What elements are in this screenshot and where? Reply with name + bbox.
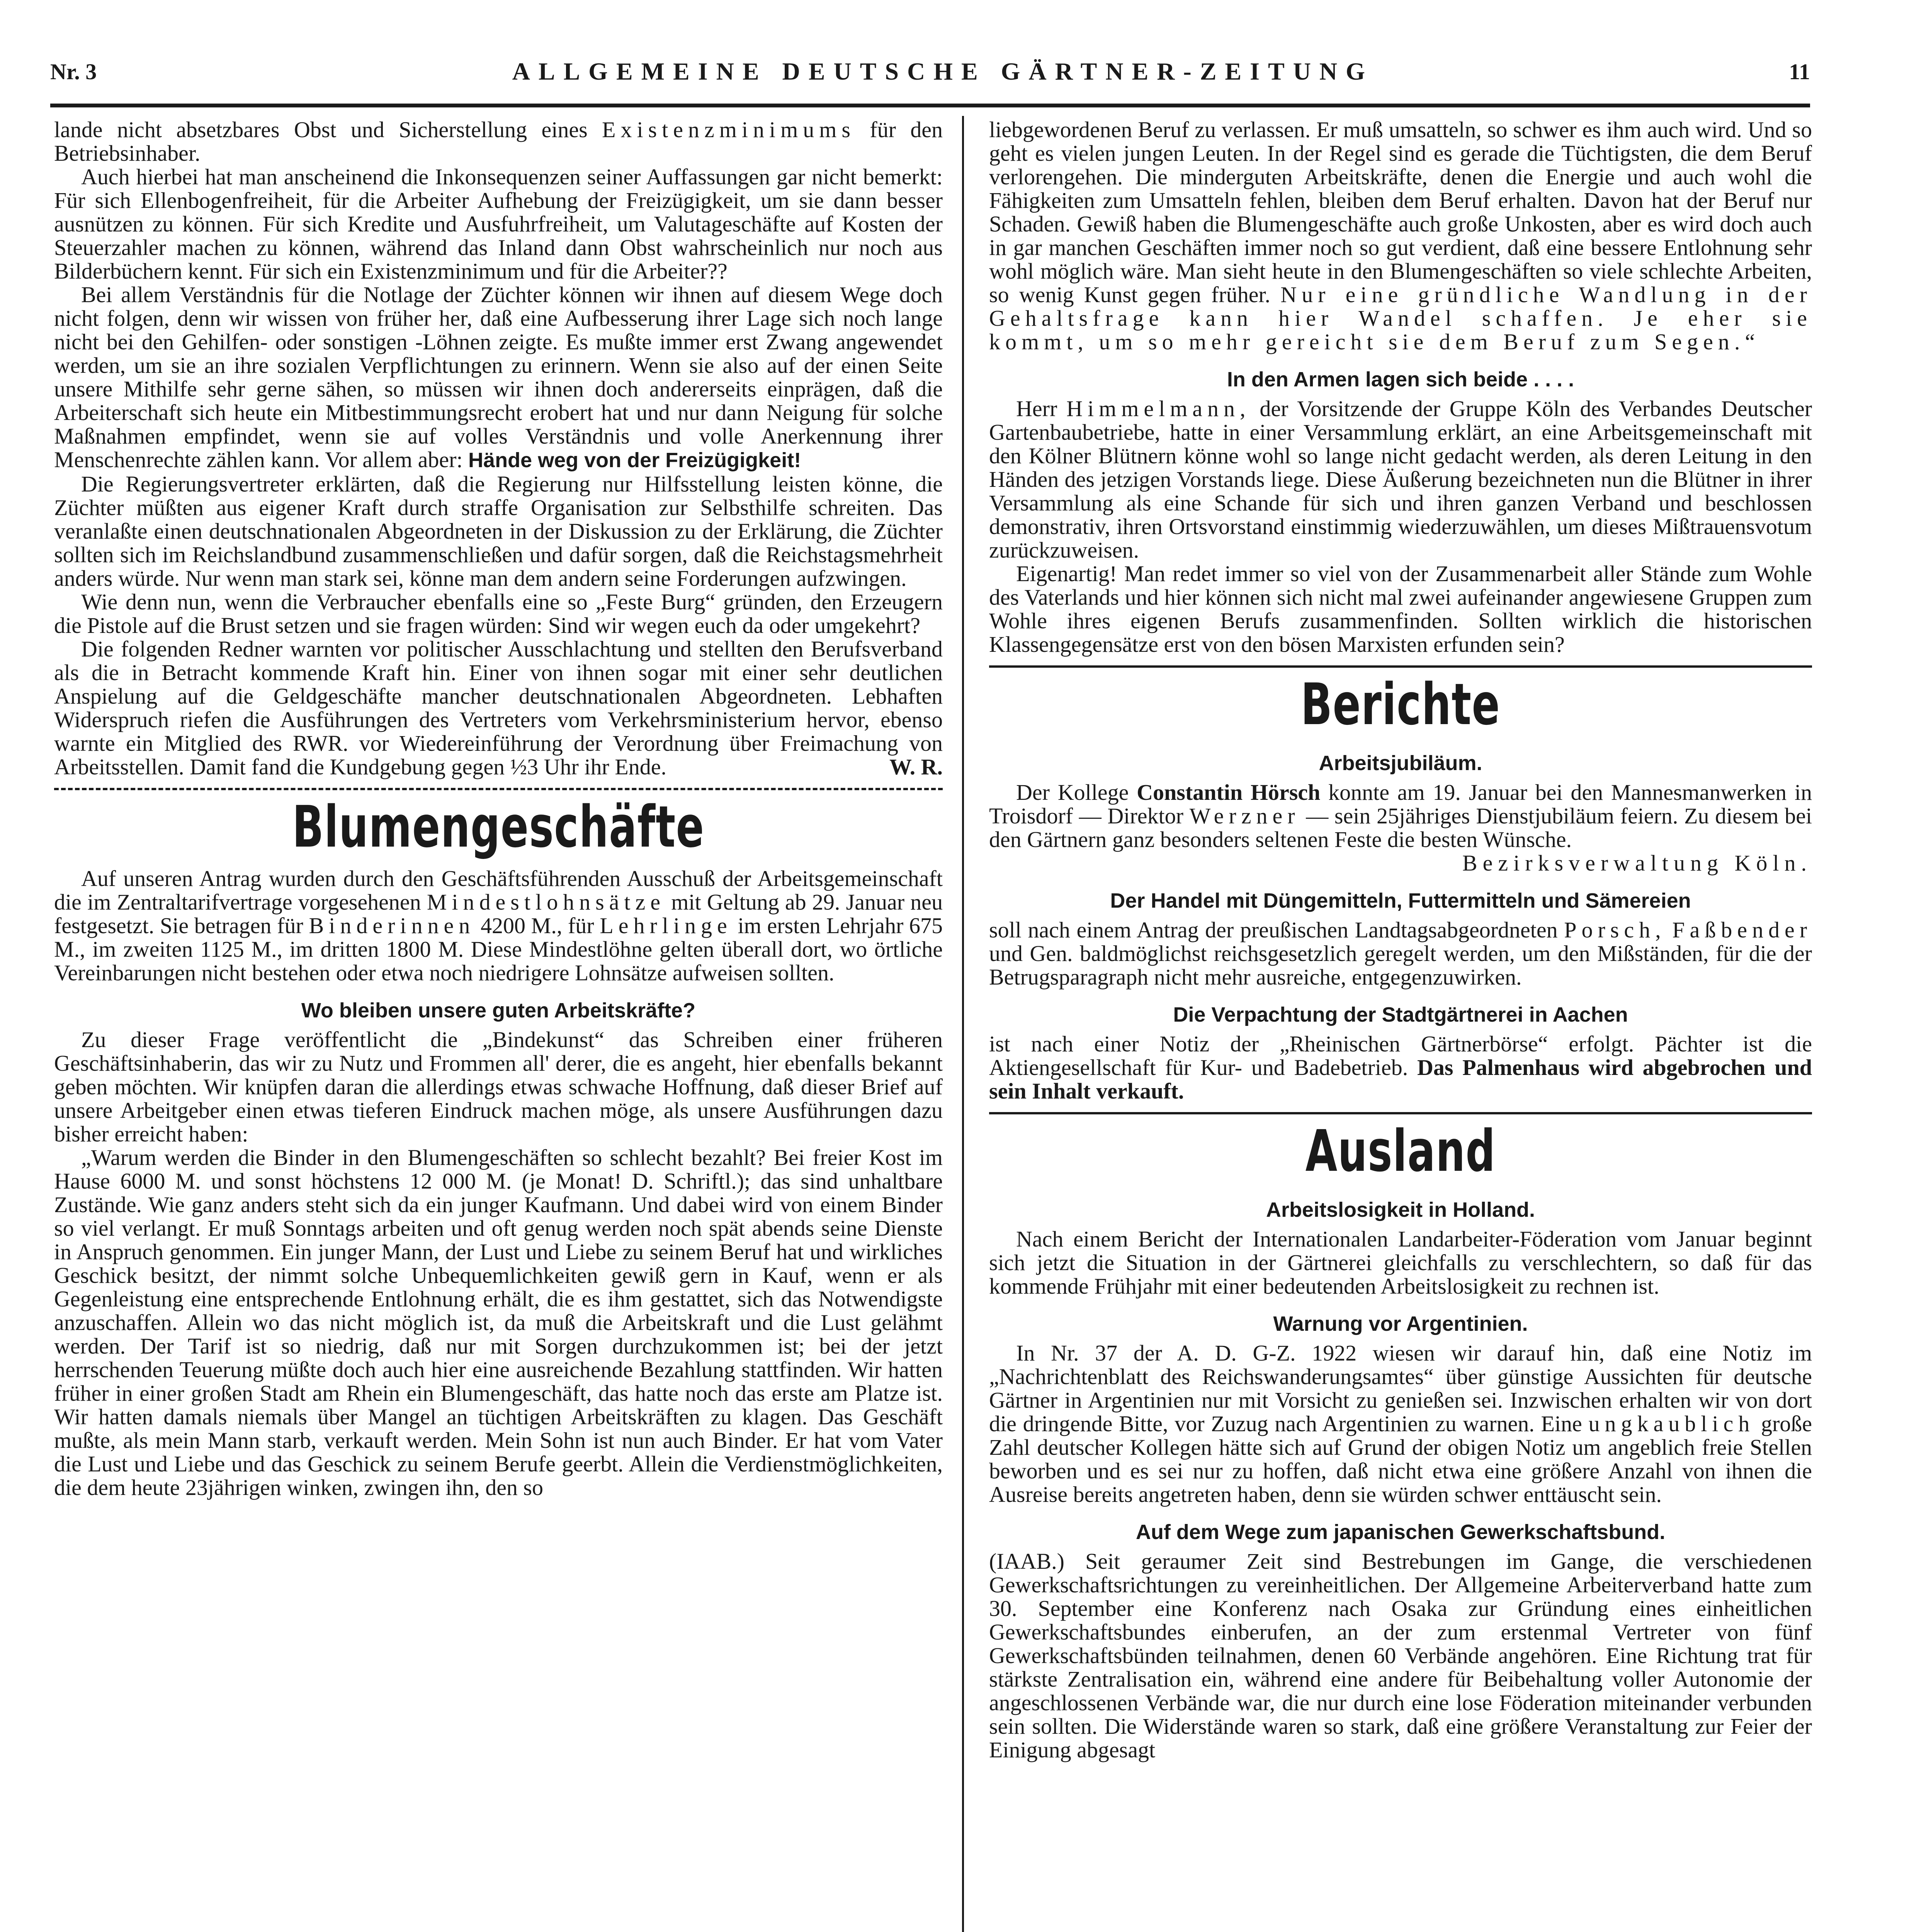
subheading-in-den-armen: In den Armen lagen sich beide . . . . [1227,368,1574,391]
section-heading-berichte: Berichte [1300,671,1501,738]
page-number: 11 [1789,59,1810,84]
paragraph: (IAAB.) Seit geraumer Zeit sind Bestrebungen im Gange, die verschiedenen Gewerkschaftsrichtungen zu vereinheitlichen. Der Allgemeine Arbeiterverband hatte zum 30. September eine Konferenz nach Osaka zur Gründung eines einheitlichen Gewerkschaftsbundes einberufen, an der zum erstenmal Vertreter von fünf Gewerkschaftsbünden teilnahmen, denen 60 Verbände angehören. Eine Richtung trat für stärkste Zentralisation ein, während eine andere für Beibehaltung voller Autonomie der angeschlossenen Verbände war, die nur durch eine lose Föderation miteinander verbunden sein sollten. Die Widerstände waren so stark, daß eine größere Veranstaltung zur Feier der Einigung abgesagt [989,1549,1812,1762]
paragraph: Nach einem Bericht der Internationalen Landarbeiter-Föderation vom Januar beginnt sich jetzt die Situation in der Gärtnerei gleichfalls zu verschlechtern, so daß für das kommende Frühjahr mit einer bedeutenden Arbeitslosigkeit zu rechnen ist. [989,1226,1812,1299]
paragraph: soll nach einem Antrag der preußischen Landtagsabgeordneten Porsch, Faßbender und Gen. baldmöglichst reichsgesetzlich geregelt werden, um den Mißständen, für die der Betrugsparagraph nicht mehr ausreiche, entgegenzuwirken. [989,917,1812,990]
subheading-holland: Arbeitslosigkeit in Holland. [1266,1198,1535,1221]
column-divider [962,116,964,1932]
subheading-argentinien: Warnung vor Argentinien. [1273,1312,1528,1335]
paragraph: „Warum werden die Binder in den Blumengeschäften so schlecht bezahlt? Bei freier Kost im Hause 6000 M. und sonst höchstens 12 000 M. (je Monat! D. Schriftl.); das sind unhaltbare Zustände. Wie ganz anders steht sich da ein junger Kaufmann. Und dabei wird von einem Binder so viel verlangt. Er muß Sonntags arbeiten und oft genug werden noch spät abends seine Dienste in Anspruch genommen. Ein junger Mann, der Lust und Liebe zu seinem Beruf hat und wirkliches Geschick besitzt, der nimmt solche Unbequemlichkeiten gewiß gern in Kauf, wenn er als Gegenleistung eine entsprechende Entlohnung erhält, die es ihm gestattet, sich das Notwendigste anzuschaffen. Allein wo das nicht möglich ist, da muß die Arbeitskraft und die Lust gelähmt werden. Der Tarif ist so niedrig, daß nur mit Sorgen durchzukommen ist; bei der jetzt herrschenden Teuerung müßte doch auch hier eine ausreichende Bezahlung stattfinden. Wir hatten früher in einer großen Stadt am Rhein ein Blumengeschäft, das hatte noch das erste am Platze ist. Wir hatten damals niemals über Mangel an tüchtigen Arbeitskräften zu klagen. Das Geschäft mußte, als mein Mann starb, verkauft werden. Mein Sohn ist nun auch Binder. Er hat vom Vater die Lust und Liebe und das Geschick zu seinem Berufe geerbt. Allein die Verdienstmöglichkeiten, die dem heute 23jährigen winken, zwingen ihn, den so [54,1145,943,1500]
masthead [50,43,1810,100]
paragraph: ist nach einer Notiz der „Rheinischen Gärtnerbörse“ erfolgt. Pächter ist die Aktiengesellschaft für Kur- und Badebetrieb. Das Palmenhaus wird abgebrochen und sein Inhalt verkauft. [989,1031,1812,1104]
section-heading-blumengeschaefte: Blumengeschäfte [292,794,705,860]
signature: W. R. [889,754,943,779]
section-heading-ausland: Ausland [1305,1118,1496,1184]
right-column [989,118,1812,1762]
masthead-rule [50,104,1810,107]
paragraph: Auch hierbei hat man anscheinend die Inkonsequenzen seiner Auffassungen gar nicht bemerkt: Für sich Ellenbogenfreiheit, für die Arbeiter Aufhebung der Freizügigkeit, um sie dann besser ausnützen zu können. Für sich Kredite und Ausfuhrfreiheit, um Valutageschäfte auf Kosten der Steuerzahler machen zu können, während das Inland dann Obst wahrscheinlich nur noch aus Bilderbüchern kennt. Für sich ein Existenzminimum und für die Arbeiter?? [54,164,943,284]
paragraph: Auf unseren Antrag wurden durch den Geschäftsführenden Ausschuß der Arbeitsgemeinschaft die im Zentraltarifvertrage vorgesehenen Mindestlohnsätze mit Geltung ab 29. Januar neu festgesetzt. Sie betragen für Binderinnen 4200 M., für Lehrlinge im ersten Lehrjahr 675 M., im zweiten 1125 M., im dritten 1800 M. Diese Mindestlöhne gelten überall dort, wo örtliche Vereinbarungen nicht bestehen oder etwa noch niedrigere Lohnsätze aufweisen sollten. [54,866,943,985]
left-column [54,118,943,1499]
subheading-japan: Auf dem Wege zum japanischen Gewerkschaftsbund. [1136,1520,1666,1544]
section-rule [989,665,1812,668]
paragraph: liebgewordenen Beruf zu verlassen. Er muß umsatteln, so schwer es ihm auch wird. Und so geht es vielen jungen Leuten. In der Regel sind es gerade die Tüchtigsten, die dem Beruf verlorengehen. Die minderguten Arbeitskräfte, denen die Energie und auch wohl die Fähigkeiten zum Umsatteln fehlen, bleiben dem Beruf erhalten. Davon hat der Beruf nur Schaden. Gewiß haben die Blumengeschäfte auch große Unkosten, aber es wird doch auch in gar manchen Geschäften immer noch so gut verdient, daß eine bessere Entlohnung sehr wohl möglich wäre. Man sieht heute in den Blumengeschäften so viele schlechte Arbeiten, so wenig Kunst gegen früher. Nur eine gründliche Wandlung in der Gehaltsfrage kann hier Wandel schaffen. Je eher sie kommt, um so mehr gereicht sie dem Beruf zum Segen.“ [989,117,1812,354]
paragraph: Wie denn nun, wenn die Verbraucher ebenfalls eine so „Feste Burg“ gründen, den Erzeugern die Pistole auf die Brust setzen und sie fragen würden: Sind wir wegen euch da oder umgekehrt? [54,589,943,638]
subheading-verpachtung: Die Verpachtung der Stadtgärtnerei in Aachen [1173,1003,1628,1026]
paragraph: Herr Himmelmann, der Vorsitzende der Gruppe Köln des Verbandes Deutscher Gartenbaubetriebe, hatte in einer Versammlung erklärt, an eine Arbeitsgemeinschaft mit den Kölner Blütnern könne wohl so lange nicht gedacht werden, als deren Leitung in den Händen des jetzigen Vorstands liege. Diese Äußerung bezeichneten nun die Blütner in ihrer Versammlung als eine Schande für sich und ihren ganzen Verband und beschlossen demonstrativ, ihren Ortsvorstand einstimmig wiederzuwählen, um dieses Mißtrauensvotum zurückzuweisen. [989,396,1812,563]
subheading-handel: Der Handel mit Düngemitteln, Futtermitteln und Sämereien [1110,889,1691,912]
paragraph: lande nicht absetzbares Obst und Sicherstellung eines Existenzminimums für den Betriebsinhaber. [54,117,943,166]
paragraph: Die Regierungsvertreter erklärten, daß die Regierung nur Hilfsstellung leisten könne, die Züchter müßten aus eigener Kraft durch straffe Organisation zur Selbsthilfe schreiten. Das veranlaßte einen deutschnationalen Abgeordneten in der Diskussion zu der Erklärung, die Züchter sollten sich im Reichslandbund zusammenschließen und dafür sorgen, daß die Reichstagsmehrheit anders würde. Nur wenn man stark sei, könne man dem andern seine Forderungen aufzwingen. [54,471,943,591]
paragraph: Bei allem Verständnis für die Notlage der Züchter können wir ihnen auf diesem Wege doch nicht folgen, denn wir wissen von früher her, daß eine Aufbesserung ihrer Lage sich noch lange nicht bei den Gehilfen- oder sonstigen -Löhnen zeigte. Es mußte immer erst Zwang angewendet werden, um sie an ihre sozialen Verpflichtungen zu erinnern. Wenn sie also auf der einen Seite unsere Mithilfe sehr gerne sähen, so müssen wir ihnen doch andererseits einprägen, daß die Arbeiterschaft sich heute ein Mitbestimmungsrecht erobert hat und nur dann Neigung für solche Maßnahmen empfindet, wenn sie auf volles Verständnis und volle Anerkennung ihrer Menschenrechte zählen kann. Vor allem aber: Hände weg von der Freizügigkeit! [54,282,943,472]
newspaper-title: ALLGEMEINE DEUTSCHE GÄRTNER-ZEITUNG [512,58,1374,85]
signature: Bezirksverwaltung Köln. [1462,850,1812,876]
emphasis-hands-off: Hände weg von der Freizügigkeit! [468,449,801,472]
paragraph: Der Kollege Constantin Hörsch konnte am 19. Januar bei den Mannesmanwerken in Troisdorf — Direktor Werzner — sein 25jähriges Dienstjubiläum feiern. Zu diesem bei den Gärtnern ganz besonders seltenen Feste die besten Wünsche. [989,780,1812,852]
section-rule [54,788,943,790]
paragraph: In Nr. 37 der A. D. G-Z. 1922 wiesen wir darauf hin, daß eine Notiz im „Nachrichtenblatt des Reichswanderungsamtes“ über günstige Aussichten für deutsche Gärtner in Argentinien nur mit Vorsicht zu genießen sei. Inzwischen erhalten wir von dort die dringende Bitte, vor Zuzug nach Argentinien zu warnen. Eine ungkaublich große Zahl deutscher Kollegen hätte sich auf Grund der obigen Notiz um angeblich freie Stellen beworben und es sei nur zu hoffen, daß nicht etwa eine größere Anzahl von ihnen die Ausreise bereits angetreten haben, denn sie würden schwer enttäuscht sein. [989,1340,1812,1507]
subheading-arbeitsjubilaeum: Arbeitsjubiläum. [1319,752,1482,775]
paragraph: Eigenartig! Man redet immer so viel von der Zusammenarbeit aller Stände zum Wohle des Vaterlands und hier können sich nicht mal zwei aufeinander angewiesene Gruppen zum Wohle ihres eigenen Berufs zusammenfinden. Sollten wirklich die historischen Klassengegensätze erst von den bösen Marxisten erfunden sein? [989,561,1812,657]
issue-number: Nr. 3 [50,59,97,84]
subheading-arbeitskraefte: Wo bleiben unsere guten Arbeitskräfte? [301,999,696,1022]
section-rule [989,1112,1812,1114]
paragraph: Zu dieser Frage veröffentlicht die „Bindekunst“ das Schreiben einer früheren Geschäftsinhaberin, das wir zu Nutz und Frommen all' derer, die es angeht, hier ebenfalls bekannt geben möchten. Wir knüpfen daran die allerdings etwas schwache Hoffnung, daß dieser Brief auf unsere Arbeitgeber einen etwas tieferen Eindruck machen möge, als unsere Ausführungen dazu bisher erreicht haben: [54,1027,943,1146]
paragraph: Die folgenden Redner warnten vor politischer Ausschlachtung und stellten den Berufsverband als die in Betracht kommende Kraft hin. Einer von ihnen sogar mit einer sehr deutlichen Anspielung auf die Geldgeschäfte mancher deutschnationalen Abgeordneten. Lebhaften Widerspruch riefen die Ausführungen des Vertreters vom Verkehrsministerium hervor, ebenso warnte ein Mitglied des RWR. vor Wiedereinführung der Verordnung über Freimachung von Arbeitsstellen. Damit fand die Kundgebung gegen ½3 Uhr ihr Ende. [54,636,943,779]
